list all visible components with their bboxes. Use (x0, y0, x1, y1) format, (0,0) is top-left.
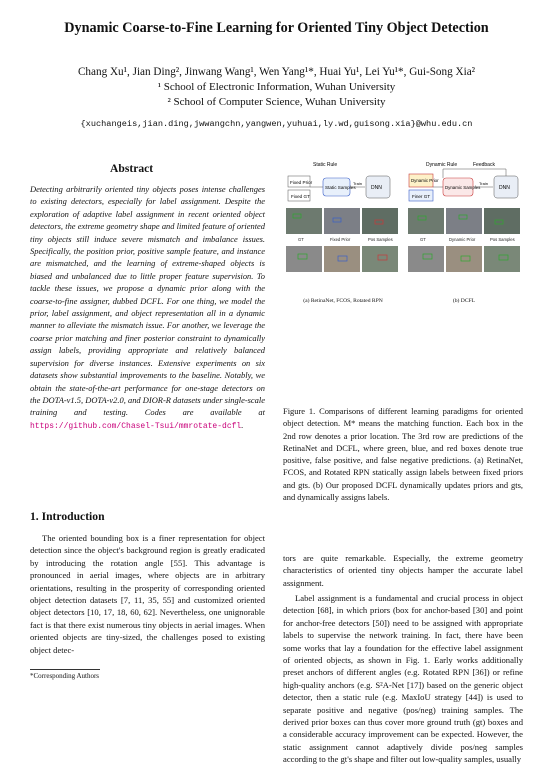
fig-a-static-samples: Static Samples (325, 185, 356, 190)
abstract-body: Detecting arbitrarily oriented tiny objects poses intense challenges to existing detectors, especially for label assignment. Despite the exploration of adaptive label assignment in recent oriented object detectors, the extreme geometry shape and limited feature of oriented tiny objects still induce severe mismatch and imbalance issues. Specifically, the position prior, positive sample feature, and instance are mismatched, and the learning of extreme-shaped objects is biased and unbalanced due to little proper feature supervision. To tackle these issues, we propose a dynamic prior along with the coarse-to-fine assigner, dubbed DCFL. For one thing, we model the prior, label assignment, and object representation all in a dynamic manner to alleviate the mismatch issue. For another, we leverage the coarse prior matching and finer posterior constraint to dynamically assign labels, providing appropriate and relatively balanced supervision for diverse instances. Extensive experiments on six datasets show substantial improvements to the baseline. Notably, we obtain the state-of-the-art performance for one-stage detectors on the DOTA-v1.5, DOTA-v2.0, and DIOR-R datasets under single-scale training and testing. Codes are available at https://github.com/Chasel-Tsui/mmrotate-dcfl. (30, 184, 265, 431)
right-paragraph-1: tors are quite remarkable. Especially, the extreme geometry characteristics of oriented tiny objects hamper the accurate label assignment. (283, 553, 523, 588)
fig-b-dynamic-samples: Dynamic Samples (445, 185, 481, 190)
footnote-rule (30, 669, 100, 670)
paper-title: Dynamic Coarse-to-Fine Learning for Oriented Tiny Object Detection (64, 20, 489, 36)
fig-a-row-label-2: Fixed Prior (330, 237, 351, 242)
fig-a-dnn: DNN (371, 185, 382, 191)
abstract-heading: Abstract (110, 162, 154, 175)
fig-a-row1-img2 (324, 208, 360, 234)
fig-b-row1-img2 (446, 208, 482, 234)
fig-a-row-label-3: Pos Samples (368, 237, 393, 242)
footnote: *Corresponding Authors (30, 672, 100, 680)
abstract-text: Detecting arbitrarily oriented tiny objects poses intense challenges to existing detectors, especially for label assignment. Despite the exploration of adaptive label assignment in recent oriented object detectors, the extreme geometry shape and limited feature of oriented tiny objects still induce severe mismatch and imbalance issues. Specifically, the position prior, positive sample feature, and instance are mismatched, and the learning of extreme-shaped objects is biased and unbalanced due to little proper feature supervision. To tackle these issues, we propose a dynamic prior along with the coarse-to-fine assigner, dubbed DCFL. For one thing, we model the prior, label assignment, and object representation all in a dynamic manner to alleviate the mismatch issue. For another, we leverage the coarse prior matching and finer posterior constraint to dynamically assign labels, providing appropriate and relatively balanced supervision for diverse instances. Extensive experiments on six datasets show substantial improvements to the baseline. Notably, we obtain the state-of-the-art performance for one-stage detectors on the DOTA-v1.5, DOTA-v2.0, and DIOR-R datasets under single-scale training and testing. Codes are available at (30, 184, 265, 418)
fig-sub-b: (b) DCFL (452, 298, 476, 304)
intro-column (30, 532, 265, 656)
fig-b-dnn: DNN (499, 185, 510, 191)
fig-b-row1-img3 (484, 208, 520, 234)
fig-a-row1-img1 (286, 208, 322, 234)
right-paragraph-2: Label assignment is a fundamental and crucial process in object detection [68], in which priors (box for anchor-based [30] and point for anchor-free detectors [50]) need to be assigned with appropriate labels to supervise the network training. In fact, there have been some works that lay a foundation for the effective label assignment of oriented objects, as shown in Fig. 1. Early works additionally preset anchors of different angles (e.g. Rotated RPN [36]) or refine high-quality anchors (e.g. S²A-Net [17]) based on the generic object detector, then a static rule (e.g. MaxIoU strategy [44]) is used to separate positive and negative (pos/neg) training samples. The derived prior boxes can thus cover more ground truth (gt) boxes and a considerable accuracy improvement can be expected. However, the static assignment cannot adaptively divide pos/neg samples according to the gt's shape and filter out low-quality samples, usually (283, 593, 523, 765)
fig-a-fixed-gt: Fixed GT (291, 194, 310, 199)
intro-heading: 1. Introduction (30, 510, 105, 523)
fig-b-feedback: Feedback (473, 162, 495, 168)
fig-a-row2-img2 (324, 246, 360, 272)
fig-a-row1-img3 (362, 208, 398, 234)
figure-1 (283, 158, 523, 308)
fig-b-row2-img3 (484, 246, 520, 272)
fig-a-row-label-1: GT (298, 237, 304, 242)
code-link[interactable]: https://github.com/Chasel-Tsui/mmrotate-dcfl (30, 421, 242, 431)
fig-a-train: Train (353, 181, 362, 186)
affiliation-1: ¹ School of Electronic Information, Wuhan University (157, 81, 396, 93)
fig-b-finer-gt: Finer GT (412, 194, 431, 199)
fig-b-row-label-2: Dynamic Prior (449, 237, 476, 242)
affiliation-2: ² School of Computer Science, Wuhan University (167, 96, 386, 108)
fig-b-train: Train (479, 181, 488, 186)
fig-b-row-label-1: GT (420, 237, 426, 242)
fig-b-row2-img2 (446, 246, 482, 272)
fig-b-dynamic-prior: Dynamic Prior (411, 178, 439, 183)
fig-a-row2-img3 (362, 246, 398, 272)
fig-b-row-label-3: Pos Samples (490, 237, 515, 242)
fig-a-fixed-prior: Fixed Prior (290, 180, 313, 185)
figure-caption: Figure 1. Comparisons of different learning paradigms for oriented object detection. M* means the matching function. Each box in the 2nd row denotes a prior location. The 3rd row are predictions of the RetinaNet and DCFL, where green, blue, and red boxes denote true positive, false positive, and false negative predictions. (a) RetinaNet, FCOS, and Rotated RPN statically assign labels between fixed priors and gts. (b) Our proposed DCFL dynamically updates priors and gts, and dynamically assigns labels. (283, 406, 523, 503)
fig-a-static-rule: Static Rule (313, 162, 338, 168)
right-column (283, 552, 523, 589)
figure-diagram (283, 158, 523, 308)
fig-b-dynamic-rule: Dynamic Rule (426, 162, 458, 168)
fig-image-grid (286, 208, 520, 272)
author-list: Chang Xu¹, Jian Ding², Jinwang Wang¹, Wen Yang¹*, Huai Yu¹, Lei Yu¹*, Gui-Song Xia² (77, 66, 476, 78)
author-emails: {xuchangeis,jian.ding,jwwangchn,yangwen,yuhuai,ly.wd,guisong.xia}@whu.edu.cn (80, 119, 473, 129)
fig-b-row1-img1 (408, 208, 444, 234)
intro-paragraph: The oriented bounding box is a finer representation for object detection since the object's background region is greatly eradicated by introducing the rotation angle [55]. This advantage is pronounced in aerial images, where objects are in arbitrary orientations, resulting in the prosperity of corresponding oriented object detection datasets [7, 11, 35, 55] and customized oriented object detectors [10, 17, 18, 60, 62]. Nevertheless, one unignorable fact is that there exist numerous tiny objects in aerial images. When oriented objects are tiny-sized, the challenges posed to existing object detec- (30, 533, 265, 655)
fig-sub-a: (a) RetinaNet, FCOS, Rotated RPN (303, 298, 383, 304)
right-column-2 (283, 592, 523, 765)
